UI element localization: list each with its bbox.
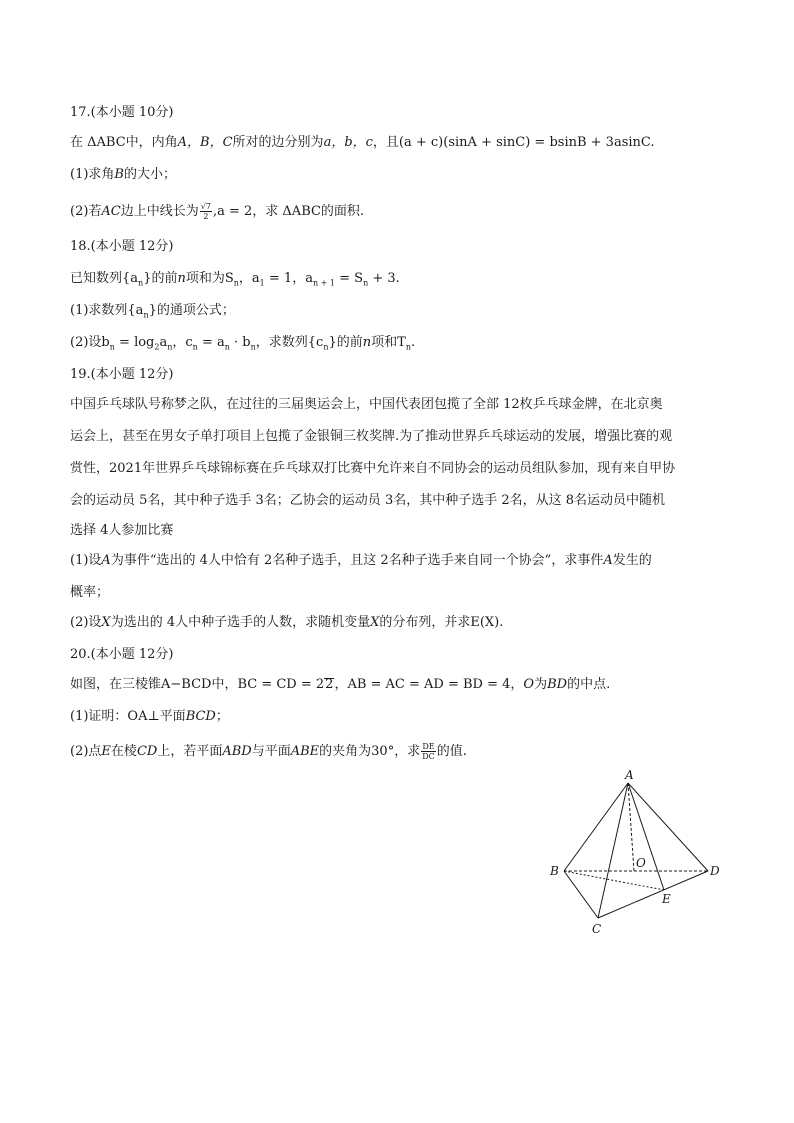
q18-part2: (2)设$b_n = \log_2a_n$，$c_n = a_n \cdot b_n$，求数列$\{c_n\}$的前n项和$T_n$. [70, 335, 416, 352]
q17-header: 17.(本小题 10分) [70, 105, 174, 120]
segment-ao-hidden [628, 783, 634, 871]
segment-ae [628, 783, 664, 890]
label-b: B [550, 864, 559, 878]
tetrahedron-svg [540, 768, 730, 938]
tetrahedron-diagram [540, 768, 730, 938]
q19-part2: (2)设X为选出的 4人中种子选手的人数，求随机变量X的分布列，并求E(X). [70, 615, 504, 630]
label-e: E [662, 892, 671, 906]
label-a: A [625, 768, 634, 782]
q19-part1: (1)设A为事件“选出的 4人中恰有 2名种子选手，且这 2名种子选手来自同一个协会”，求事件A发生的 [70, 553, 652, 568]
edge-cd [598, 871, 708, 918]
fraction: $\frac{DE}{DC}$ [422, 742, 435, 761]
q19-stem-line3: 赏性，2021年世界乒乓球锦标赛在乒乓球双打比赛中允许来自不同协会的运动员组队参加，现有来自甲协 [70, 461, 676, 476]
label-o: O [636, 856, 646, 870]
sqrt: 2 [325, 677, 334, 692]
q19-stem-line1: 中国乒乓球队号称梦之队，在过往的三届奥运会上，中国代表团包揽了全部 12枚乒乓球金牌，在北京奥 [70, 397, 663, 412]
q20-part2: (2)点E在棱CD上，若平面ABD与平面ABE的夹角为30°，求 $\frac{DE}{DC}$ 的值. [70, 742, 467, 761]
q18-part1: (1)求数列$\{a_n\}$的通项公式； [70, 303, 235, 320]
q17-part2: (2)若AC边上中线长为 $\frac{√7}{2}$ ,a = 2，求 ΔABC的面积. [70, 202, 365, 221]
fraction: $\frac{√7}{2}$ [200, 202, 211, 221]
q20-part1: (1)证明：OA⊥平面BCD； [70, 709, 229, 724]
q20-header: 20.(本小题 12分) [70, 647, 174, 662]
label-c: C [592, 922, 602, 936]
q18-header: 18.(本小题 12分) [70, 239, 174, 254]
q20-stem: 如图，在三棱锥A−BCD中，BC = CD = 22，AB = AC = AD = BD = 4，O为BD的中点. [70, 677, 611, 692]
q17-part1: (1)求角B的大小； [70, 167, 176, 182]
edge-bc [564, 871, 598, 918]
label-d: D [710, 864, 720, 878]
q19-stem-line2: 运会上，甚至在男女子单打项目上包揽了金银铜三枚奖牌.为了推动世界乒乓球运动的发展，增强比赛的观 [70, 429, 673, 444]
q19-stem-line5: 选择 4人参加比赛 [70, 523, 174, 538]
q19-stem-line4: 会的运动员 5名，其中种子选手 3名；乙协会的运动员 3名，其中种子选手 2名，从这 8名运动员中随机 [70, 493, 666, 508]
segment-be-hidden [564, 871, 664, 890]
q19-header: 19.(本小题 12分) [70, 367, 174, 382]
q18-stem: 已知数列$\{a_n\}$的前n项和为$S_n$，$a_1 = 1$，$a_{n + 1} = S_n + 3$. [70, 271, 400, 288]
q17-stem: 在 ΔABC中，内角A，B，C所对的边分别为a，b，c，且(a + c)(sinA + sinC) = bsinB + 3asinC. [70, 135, 655, 150]
q19-part1-cont: 概率； [70, 585, 110, 600]
